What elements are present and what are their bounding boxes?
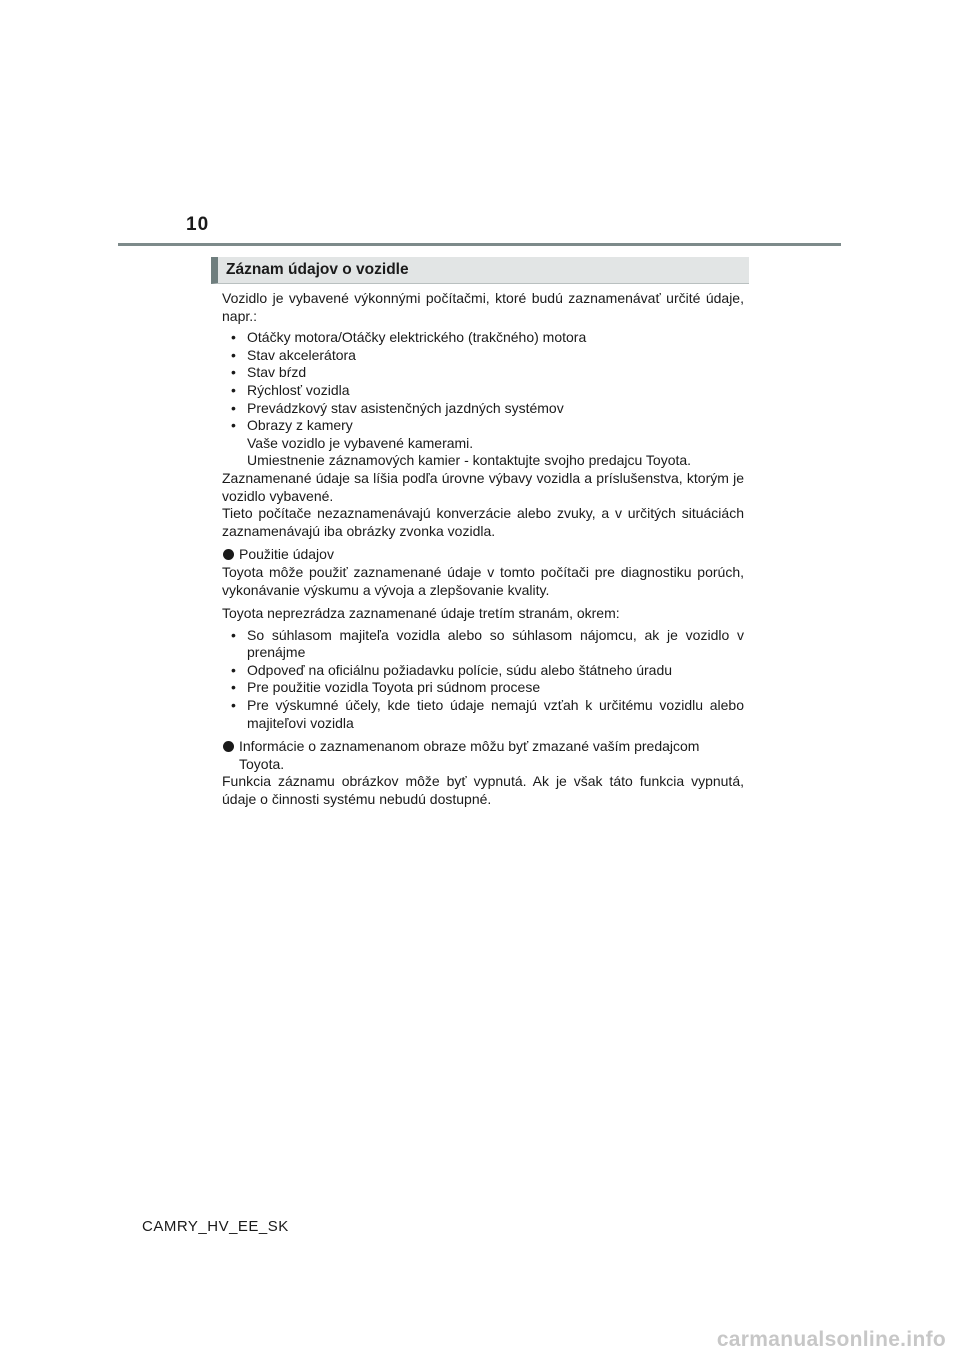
doc-code: CAMRY_HV_EE_SK — [142, 1218, 289, 1235]
watermark-logo: carmanualsonline.info — [716, 1328, 946, 1351]
page-number: 10 — [186, 214, 210, 235]
erase-paragraph: Funkcia záznamu obrázkov môže byť vypnutá. Ak je však táto funkcia vypnutá, údaje o činnosti systému nebudú dostupné. — [222, 773, 744, 808]
bullet-icon: • — [231, 329, 236, 346]
disclosure-intro: Toyota neprezrádza zaznamenané údaje tretím stranám, okrem: — [222, 605, 620, 622]
list-item: • Stav akcelerátora — [231, 346, 356, 363]
content-body — [222, 290, 744, 809]
list-item: • Pre použitie vozidla Toyota pri súdnom procese — [231, 679, 541, 696]
bullet-icon: • — [231, 346, 236, 363]
usage-heading: Použitie údajov — [222, 546, 744, 564]
section-title: Záznam údajov o vozidle — [226, 261, 409, 278]
bullet-icon: • — [231, 679, 236, 696]
bullet-icon: • — [231, 626, 236, 643]
bullet-icon: • — [231, 364, 236, 381]
list-item: • Otáčky motora/Otáčky elektrického (trakčného) motora — [231, 329, 587, 346]
section-header — [211, 257, 749, 284]
intro-paragraph: Vozidlo je vybavené výkonnými počítačmi, ktoré budú zaznamenávať určité údaje, napr.: — [222, 290, 744, 324]
bullet-icon: • — [231, 399, 236, 416]
equipment-paragraph: Zaznamenané údaje sa líšia podľa úrovne výbavy vozidla a príslušenstva, ktorým je vozidlo vybavené. — [222, 469, 744, 504]
list-item: • Pre výskumné účely, kde tieto údaje nemajú vzťah k určitému vozidlu alebo majiteľovi vozidla — [231, 697, 744, 731]
usage-paragraph: Toyota môže použiť zaznamenané údaje v tomto počítači pre diagnostiku porúch, vykonávanie výskumu a vývoja a zlepšovanie kvality. — [222, 563, 744, 598]
list-item: • Prevádzkový stav asistenčných jazdných systémov — [231, 399, 564, 416]
bullet-icon: • — [231, 697, 236, 714]
list-item: • Stav bŕzd — [231, 364, 307, 381]
bullet-icon: • — [231, 417, 236, 434]
list-item: • So súhlasom majiteľa vozidla alebo so súhlasom nájomcu, ak je vozidlo v prenájme — [231, 626, 744, 661]
list-item: • Obrazy z kamery Vaše vozidlo je vybavené kamerami. Umiestnenie záznamových kamier - kontaktujte svojho predajcu Toyota. — [222, 417, 744, 470]
no-audio-paragraph: Tieto počítače nezaznamenávajú konverzácie alebo zvuky, a v určitých situáciách zaznamenávajú iba obrázky zvonka vozidla. — [222, 505, 744, 539]
bullet-icon: • — [231, 381, 236, 398]
camera-location-note: Umiestnenie záznamových kamier - kontaktujte svojho predajcu Toyota. — [247, 452, 692, 469]
header-rule — [118, 243, 841, 246]
exceptions-list — [222, 627, 744, 733]
recorded-items-list — [222, 329, 744, 470]
erase-heading: Informácie o zaznamenanom obraze môžu byť zmazané vaším predajcom Toyota. — [222, 738, 744, 773]
list-item: • Odpoveď na oficiálnu požiadavku polície, súdu alebo štátneho úradu — [231, 661, 673, 678]
black-circle-icon — [223, 549, 234, 560]
bullet-icon: • — [231, 661, 236, 678]
black-circle-icon — [223, 741, 234, 752]
camera-note: Vaše vozidlo je vybavené kamerami. — [247, 434, 474, 451]
list-item: • Rýchlosť vozidla — [231, 381, 350, 398]
